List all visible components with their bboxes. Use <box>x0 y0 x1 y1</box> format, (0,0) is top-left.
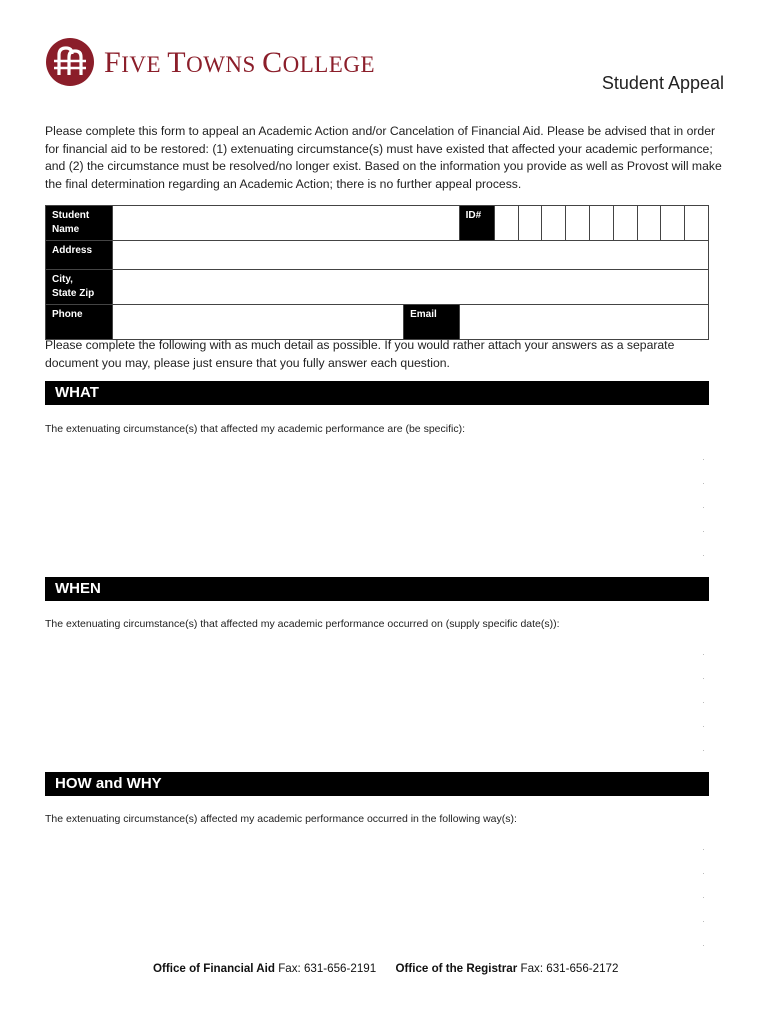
id-digit-box[interactable] <box>661 206 685 241</box>
id-digit-box[interactable] <box>494 206 518 241</box>
section-how-prompt: The extenuating circumstance(s) affected my academic performance occurred in the following way(s): <box>45 813 517 825</box>
instructions-paragraph: Please complete the following with as much detail as possible. If you would rather attach your answers as a separate document you may, please just ensure that you fully answer each question. <box>45 338 675 370</box>
section-what-answer-lines[interactable] <box>703 459 707 579</box>
form-title: Student Appeal <box>601 73 724 93</box>
financial-aid-label: Office of Financial Aid <box>153 962 275 975</box>
registrar-fax: Fax: 631-656-2172 <box>517 962 619 975</box>
phone-label: Phone <box>46 305 113 340</box>
section-what-prompt: The extenuating circumstance(s) that affected my academic performance are (be specific): <box>45 423 465 435</box>
college-name: FIVE TOWNS COLLEGE <box>104 46 376 79</box>
intro-paragraph: Please complete this form to appeal an Academic Action and/or Cancelation of Financial Aid. Please be advised that in order for financial aid to be restored: (1) extenuating circumstance(s) must have existed that affected your academic performance; and (2) the circumstance must be resolved/no longer exist. Based on the information you provide as well as Provost will make the final determination regarding an Academic Action; there is no further appeal process. <box>45 124 722 191</box>
section-when-header: WHEN <box>45 577 709 601</box>
student-info-table <box>45 205 709 340</box>
phone-field[interactable] <box>112 305 403 340</box>
city-state-zip-label: City, State Zip <box>46 270 113 305</box>
section-when-answer-lines[interactable] <box>703 654 707 774</box>
financial-aid-fax: Fax: 631-656-2191 <box>274 962 377 975</box>
id-label: ID# <box>459 206 494 241</box>
id-digit-box[interactable] <box>542 206 566 241</box>
student-name-label: Student Name <box>46 206 113 241</box>
id-digit-box[interactable] <box>613 206 637 241</box>
id-digit-box[interactable] <box>518 206 542 241</box>
id-digit-box[interactable] <box>566 206 590 241</box>
email-label: Email <box>404 305 460 340</box>
footer-contact <box>153 962 618 975</box>
id-digit-box[interactable] <box>637 206 661 241</box>
city-state-zip-field[interactable] <box>112 270 708 305</box>
email-field[interactable] <box>459 305 708 340</box>
registrar-label: Office of the Registrar <box>395 962 518 975</box>
student-name-field[interactable] <box>112 206 459 241</box>
section-what-header: WHAT <box>45 381 709 405</box>
section-when-prompt: The extenuating circumstance(s) that affected my academic performance occurred on (supply specific date(s)): <box>45 618 560 630</box>
id-digit-box[interactable] <box>589 206 613 241</box>
college-logo-icon <box>45 37 95 87</box>
address-field[interactable] <box>112 241 708 270</box>
id-digit-box[interactable] <box>685 206 709 241</box>
address-label: Address <box>46 241 113 270</box>
section-how-answer-lines[interactable] <box>703 849 707 969</box>
section-how-header: HOW and WHY <box>45 772 709 796</box>
